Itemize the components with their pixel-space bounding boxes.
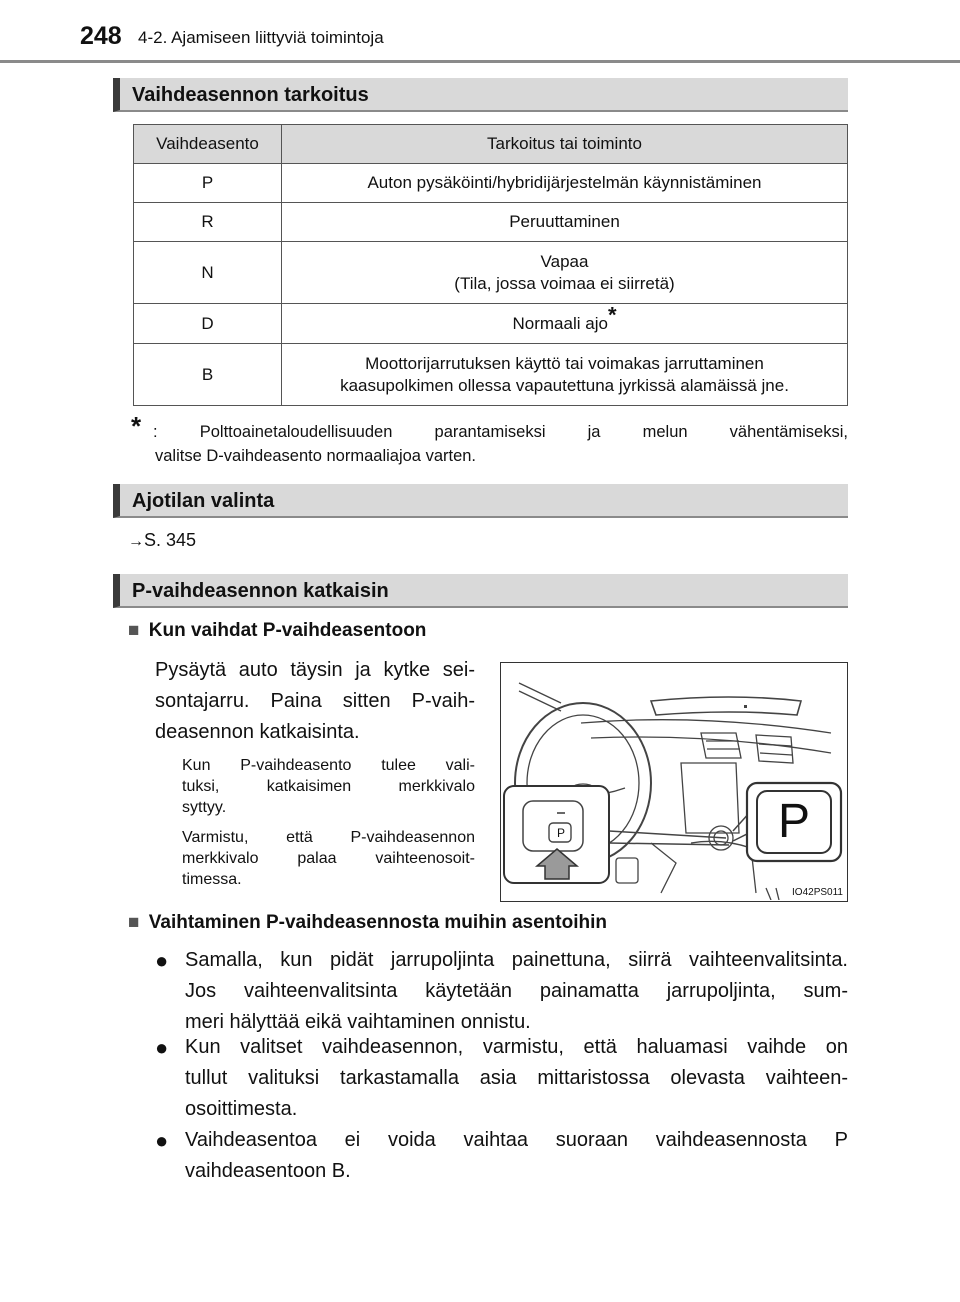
section-heading-text: P-vaihdeasennon katkaisin bbox=[132, 580, 389, 602]
gear-cell: B bbox=[134, 344, 282, 406]
note-indicator-on bbox=[182, 755, 475, 818]
subheading-to-p bbox=[128, 620, 426, 642]
bullet-item bbox=[155, 1032, 848, 1125]
reference-text: S. 345 bbox=[144, 530, 197, 550]
section-heading-p-switch bbox=[113, 574, 848, 608]
text-line: Vaihdeasentoa ei voida vaihtaa suoraan vaihdeasennosta P bbox=[185, 1129, 848, 1151]
round-bullet-icon: ● bbox=[155, 1128, 169, 1153]
text-line: merkkivalo palaa vaihteenosoit- bbox=[182, 850, 475, 867]
gear-cell: P bbox=[134, 164, 282, 203]
purpose-line: Moottorijarrutuksen käyttö tai voimakas jarruttaminen bbox=[365, 353, 764, 373]
text-line: vaihdeasentoon B. bbox=[185, 1160, 351, 1182]
text-line: Pysäytä auto täysin ja kytke sei- bbox=[155, 659, 475, 681]
purpose-line: (Tila, jossa voimaa ei siirretä) bbox=[454, 273, 675, 293]
dashboard-illustration bbox=[500, 662, 848, 902]
text-line: Varmistu, että P-vaihdeasennon bbox=[182, 829, 475, 846]
table-row bbox=[134, 304, 848, 344]
purpose-cell bbox=[282, 242, 848, 304]
section-heading-drive-mode bbox=[113, 484, 848, 518]
section-heading-text: Vaihdeasennon tarkoitus bbox=[132, 84, 369, 106]
footnote-star: * bbox=[131, 411, 142, 441]
gear-cell: N bbox=[134, 242, 282, 304]
table-row bbox=[134, 164, 848, 203]
text-line: timessa. bbox=[182, 871, 242, 888]
table-header-cell: Vaihdeasento bbox=[134, 125, 282, 164]
text-line: Kun P-vaihdeasento tulee vali- bbox=[182, 757, 475, 774]
text-line: syttyy. bbox=[182, 799, 227, 816]
purpose-cell: Auton pysäköinti/hybridijärjestelmän käynnistäminen bbox=[282, 164, 848, 203]
big-p-label: P bbox=[777, 795, 810, 848]
gear-cell: D bbox=[134, 304, 282, 344]
subheading-text: Vaihtaminen P-vaihdeasennosta muihin asentoihin bbox=[148, 912, 607, 933]
chapter-title: 4-2. Ajamiseen liittyviä toimintoja bbox=[138, 28, 384, 47]
bullet-item bbox=[155, 945, 848, 1038]
table-header-cell: Tarkoitus tai toiminto bbox=[282, 125, 848, 164]
round-bullet-icon: ● bbox=[155, 1035, 169, 1060]
table-row bbox=[134, 344, 848, 406]
text-line: meri hälyttää eikä vaihtaminen onnistu. bbox=[185, 1011, 531, 1033]
footnote-marker: * bbox=[607, 301, 617, 327]
square-bullet-icon: ■ bbox=[128, 912, 140, 933]
dashboard-drawing bbox=[501, 663, 846, 900]
square-bullet-icon: ■ bbox=[128, 620, 140, 641]
gear-cell: R bbox=[134, 203, 282, 242]
instruction-text bbox=[155, 655, 475, 748]
text-line: sontajarru. Paina sitten P-vaih- bbox=[155, 690, 475, 712]
purpose-cell bbox=[282, 301, 848, 344]
text-line: Samalla, kun pidät jarrupoljinta painettuna, siirrä vaihteenvalitsinta. bbox=[185, 949, 848, 971]
text-line: Jos vaihteenvalitsinta käytetään painamatta jarrupoljinta, sum- bbox=[185, 980, 848, 1002]
subheading-from-p bbox=[128, 912, 607, 934]
text-line: deasennon katkaisinta. bbox=[155, 721, 360, 743]
figure-code: IO42PS011 bbox=[792, 887, 843, 898]
purpose-line: Normaali ajo bbox=[512, 313, 608, 333]
subheading-text: Kun vaihdat P-vaihdeasentoon bbox=[148, 620, 427, 641]
purpose-cell: Peruuttaminen bbox=[282, 203, 848, 242]
gear-position-table bbox=[133, 124, 848, 406]
arrow-right-icon: → bbox=[128, 533, 144, 550]
note-indicator-check bbox=[182, 827, 475, 890]
footnote-line: valitse D-vaihdeasento normaaliajoa varten. bbox=[155, 447, 477, 465]
section-heading-gear-purpose bbox=[113, 78, 848, 112]
section-heading-text: Ajotilan valinta bbox=[132, 490, 275, 512]
page-reference bbox=[128, 530, 196, 551]
footnote-line: : Polttoainetaloudellisuuden parantamiseksi ja melun vähentämiseksi, bbox=[153, 423, 848, 441]
purpose-line: kaasupolkimen ollessa vapautettuna jyrkissä alamäissä jne. bbox=[340, 375, 789, 395]
text-line: Kun valitset vaihdeasennon, varmistu, että haluamasi vaihde on bbox=[185, 1036, 848, 1058]
header-rule bbox=[0, 60, 960, 63]
purpose-cell bbox=[282, 344, 848, 406]
text-line: tullut valituksi tarkastamalla asia mittaristossa olevasta vaihteen- bbox=[185, 1067, 848, 1089]
purpose-line: Vapaa bbox=[540, 251, 589, 271]
round-bullet-icon: ● bbox=[155, 948, 169, 973]
page-number: 248 bbox=[80, 22, 122, 50]
bullet-item bbox=[155, 1125, 848, 1187]
text-line: tuksi, katkaisimen merkkivalo bbox=[182, 778, 475, 795]
small-p-label: P bbox=[556, 826, 565, 840]
table-row bbox=[134, 203, 848, 242]
table-row bbox=[134, 242, 848, 304]
table-header-row bbox=[134, 125, 848, 164]
text-line: osoittimesta. bbox=[185, 1098, 298, 1120]
